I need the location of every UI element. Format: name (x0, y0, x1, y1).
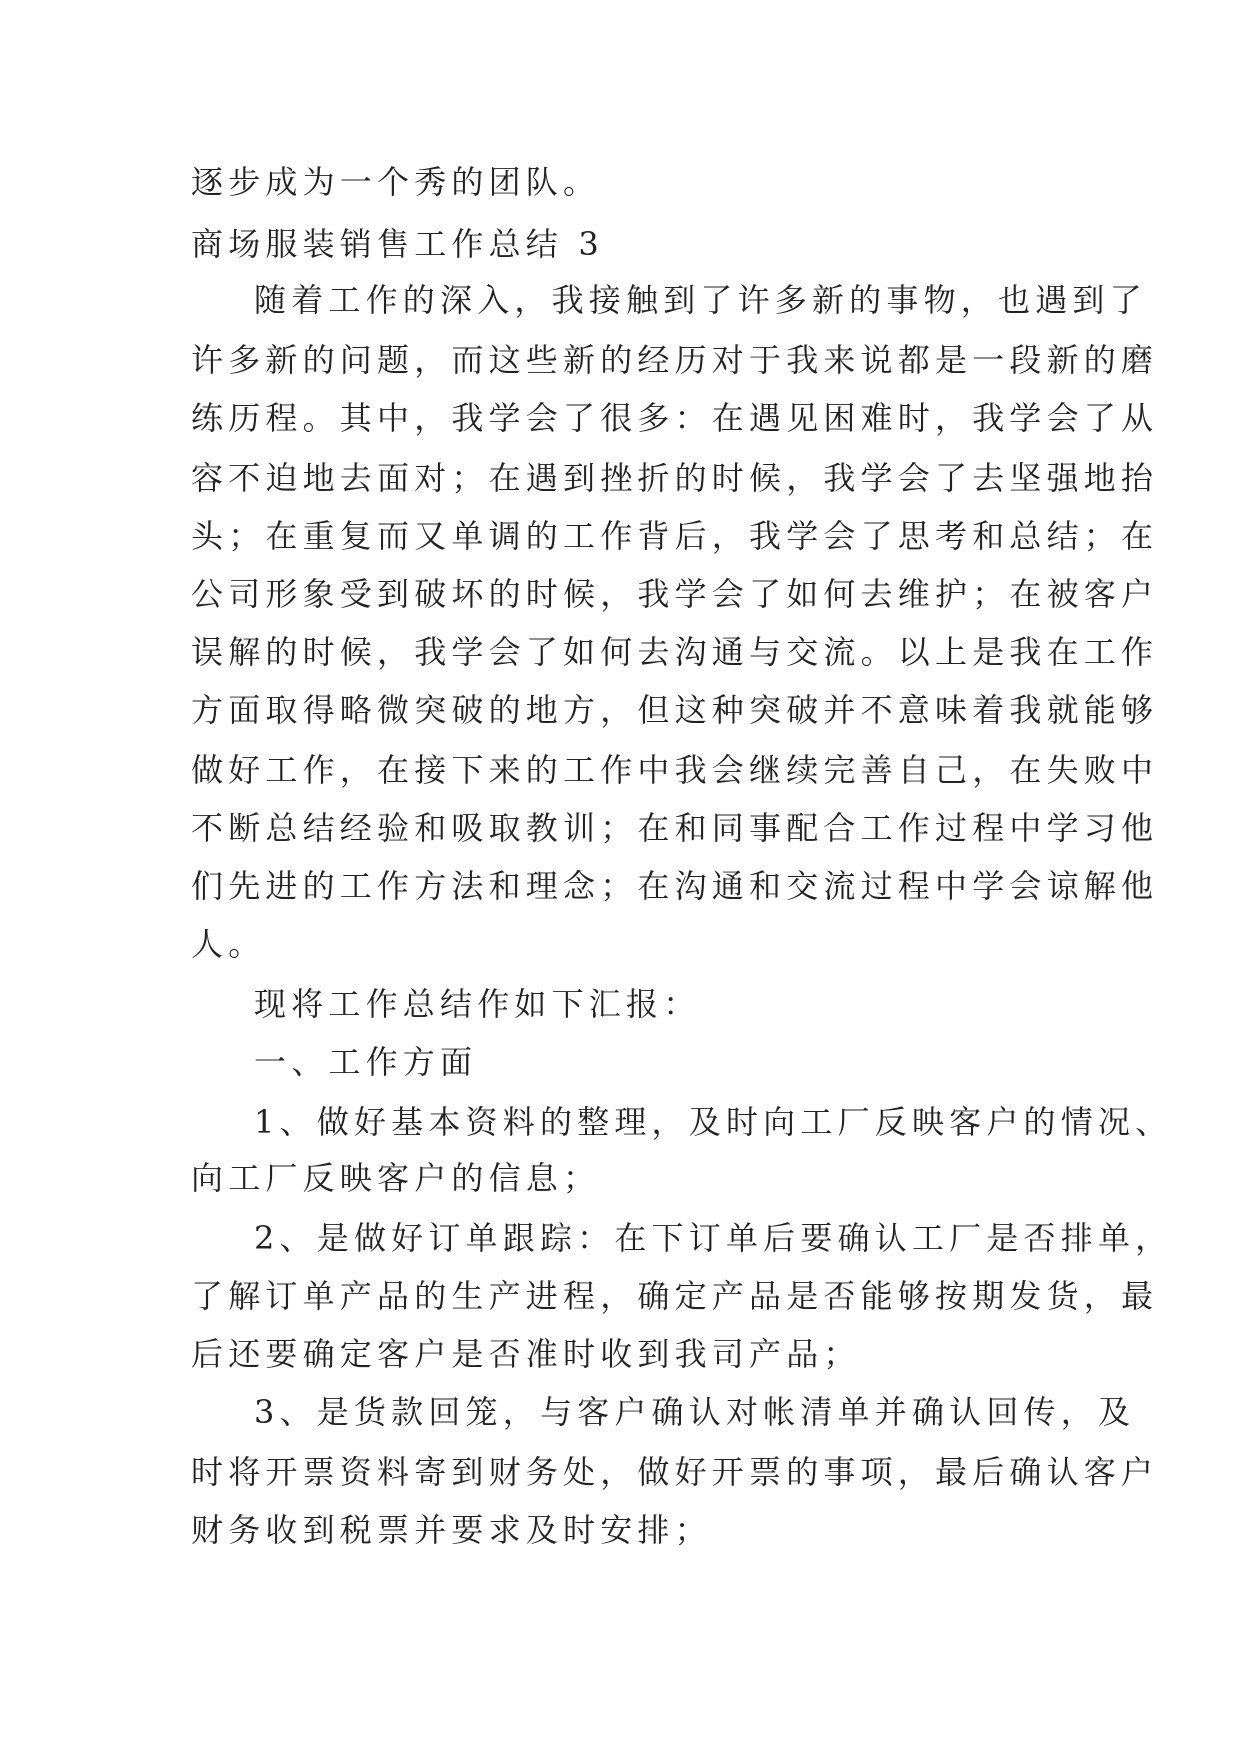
subheading: 一、工作方面 (254, 1043, 478, 1081)
paragraph-line: 误解的时候，我学会了如何去沟通与交流。以上是我在工作 (191, 633, 1159, 671)
paragraph-line: 公司形象受到破坏的时候，我学会了如何去维护；在被客户 (191, 575, 1159, 613)
paragraph-line: 们先进的工作方法和理念；在沟通和交流过程中学会谅解他 (191, 867, 1159, 905)
list-item-line: 了解订单产品的生产进程，确定产品是否能够按期发货，最 (191, 1277, 1159, 1315)
list-item-line: 后还要确定客户是否准时收到我司产品； (191, 1335, 861, 1373)
paragraph-line: 做好工作，在接下来的工作中我会继续完善自己，在失败中 (191, 751, 1159, 789)
paragraph-line: 随着工作的深入，我接触到了许多新的事物，也遇到了 (254, 281, 1147, 319)
paragraph-line: 逐步成为一个秀的团队。 (191, 163, 601, 201)
paragraph-line: 人。 (191, 925, 266, 963)
list-item-line: 2、是做好订单跟踪：在下订单后要确认工厂是否排单， (254, 1219, 1173, 1257)
paragraph-line: 现将工作总结作如下汇报： (254, 985, 701, 1023)
paragraph-line: 容不迫地去面对；在遇到挫折的时候，我学会了去坚强地抬 (191, 459, 1159, 497)
paragraph-line: 许多新的问题，而这些新的经历对于我来说都是一段新的磨 (191, 341, 1159, 379)
list-item-line: 财务收到税票并要求及时安排； (191, 1511, 712, 1549)
paragraph-line: 练历程。其中，我学会了很多：在遇见困难时，我学会了从 (191, 399, 1159, 437)
list-item-line: 向工厂反映客户的信息； (191, 1159, 601, 1197)
paragraph-line: 方面取得略微突破的地方，但这种突破并不意味着我就能够 (191, 691, 1159, 729)
list-item-line: 1、做好基本资料的整理，及时向工厂反映客户的情况、 (254, 1103, 1173, 1141)
section-title: 商场服装销售工作总结 3 (191, 225, 604, 263)
paragraph-line: 不断总结经验和吸取教训；在和同事配合工作过程中学习他 (191, 809, 1159, 847)
paragraph-line: 头；在重复而又单调的工作背后，我学会了思考和总结；在 (191, 517, 1159, 555)
list-item-line: 时将开票资料寄到财务处，做好开票的事项，最后确认客户 (191, 1453, 1159, 1491)
list-item-line: 3、是货款回笼，与客户确认对帐清单并确认回传，及 (254, 1393, 1136, 1431)
